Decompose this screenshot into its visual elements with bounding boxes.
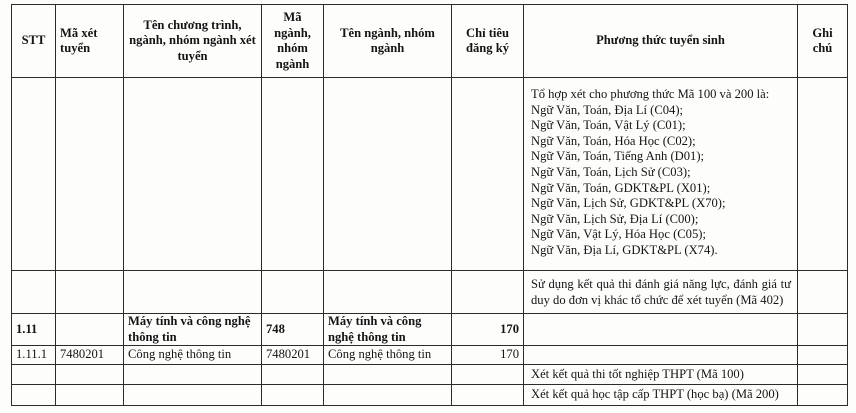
sub-major: Công nghệ thông tin [324, 346, 452, 365]
empty-cell [124, 385, 262, 406]
method-402-row [12, 271, 848, 314]
empty-cell [56, 314, 124, 346]
empty-cell [262, 385, 324, 406]
combo-intro: Tổ hợp xét cho phương thức Mã 100 và 200 là: [531, 87, 770, 101]
group-stt: 1.11 [12, 314, 56, 346]
empty-cell [452, 385, 524, 406]
admission-table [11, 4, 848, 406]
combo-item: Ngữ Văn, Toán, Lịch Sử (C03); [531, 164, 691, 179]
combo-item: Ngữ Văn, Toán, Vật Lý (C01); [531, 118, 686, 133]
header-ghi-chu: Ghi chú [798, 5, 848, 78]
method-200-row [12, 385, 848, 406]
empty-cell [324, 78, 452, 271]
empty-cell [262, 271, 324, 314]
empty-cell [798, 346, 848, 365]
header-ten-chuong-trinh: Tên chương trình, ngành, nhóm ngành xét tuyển [124, 5, 262, 78]
sub-stt: 1.11.1 [12, 346, 56, 365]
group-row [12, 314, 848, 346]
combo-item: Ngữ Văn, Toán, GDKT&PL (X01); [531, 180, 711, 195]
empty-cell [262, 365, 324, 385]
header-ma-nganh: Mã ngành, nhóm ngành [262, 5, 324, 78]
method-200-text: Xét kết quả học tập cấp THPT (học bạ) (Mã 200) [524, 385, 798, 406]
combo-list-cell [524, 78, 798, 271]
combo-item: Ngữ Văn, Vật Lý, Hóa Học (C05); [531, 227, 706, 242]
combo-row [12, 78, 848, 271]
empty-cell [56, 78, 124, 271]
empty-cell [798, 365, 848, 385]
empty-cell [324, 365, 452, 385]
empty-cell [452, 365, 524, 385]
empty-cell [798, 78, 848, 271]
empty-cell [124, 78, 262, 271]
sub-program: Công nghệ thông tin [124, 346, 262, 365]
empty-cell [798, 271, 848, 314]
method-100-text: Xét kết quả thi tốt nghiệp THPT (Mã 100) [524, 365, 798, 385]
combo-item: Ngữ Văn, Toán, Địa Lí (C04); [531, 102, 684, 117]
header-row [12, 5, 848, 78]
empty-cell [324, 385, 452, 406]
method-100-row [12, 365, 848, 385]
empty-cell [12, 385, 56, 406]
empty-cell [56, 385, 124, 406]
combo-item: Ngữ Văn, Lịch Sử, Địa Lí (C00); [531, 211, 699, 226]
empty-cell [262, 78, 324, 271]
header-ma-xet-tuyen: Mã xét tuyển [56, 5, 124, 78]
empty-cell [56, 365, 124, 385]
method-402-text: Sử dụng kết quả thi đánh giá năng lực, đánh giá tư duy do đơn vị khác tổ chức để xét tuyển (Mã 402) [524, 271, 798, 314]
group-quota: 170 [452, 314, 524, 346]
combo-item: Ngữ Văn, Lịch Sử, GDKT&PL (X70); [531, 196, 726, 211]
header-ten-nganh: Tên ngành, nhóm ngành [324, 5, 452, 78]
combo-item: Ngữ Văn, Toán, Tiếng Anh (D01); [531, 149, 705, 164]
sub-code: 7480201 [262, 346, 324, 365]
empty-cell [12, 271, 56, 314]
empty-cell [524, 346, 798, 365]
header-chi-tieu: Chỉ tiêu đăng ký [452, 5, 524, 78]
empty-cell [324, 271, 452, 314]
group-program: Máy tính và công nghệ thông tin [124, 314, 262, 346]
empty-cell [124, 271, 262, 314]
sub-quota: 170 [452, 346, 524, 365]
empty-cell [798, 314, 848, 346]
combo-item: Ngữ Văn, Địa Lí, GDKT&PL (X74). [531, 242, 718, 257]
empty-cell [124, 365, 262, 385]
empty-cell [12, 365, 56, 385]
sub-admission-code: 7480201 [56, 346, 124, 365]
combo-item: Ngữ Văn, Toán, Hóa Học (C02); [531, 133, 696, 148]
empty-cell [798, 385, 848, 406]
group-major: Máy tính và công nghệ thông tin [324, 314, 452, 346]
empty-cell [452, 78, 524, 271]
empty-cell [452, 271, 524, 314]
header-phuong-thuc: Phương thức tuyển sinh [524, 5, 798, 78]
header-stt: STT [12, 5, 56, 78]
empty-cell [12, 78, 56, 271]
group-code: 748 [262, 314, 324, 346]
empty-cell [56, 271, 124, 314]
empty-cell [524, 314, 798, 346]
sub-row [12, 346, 848, 365]
